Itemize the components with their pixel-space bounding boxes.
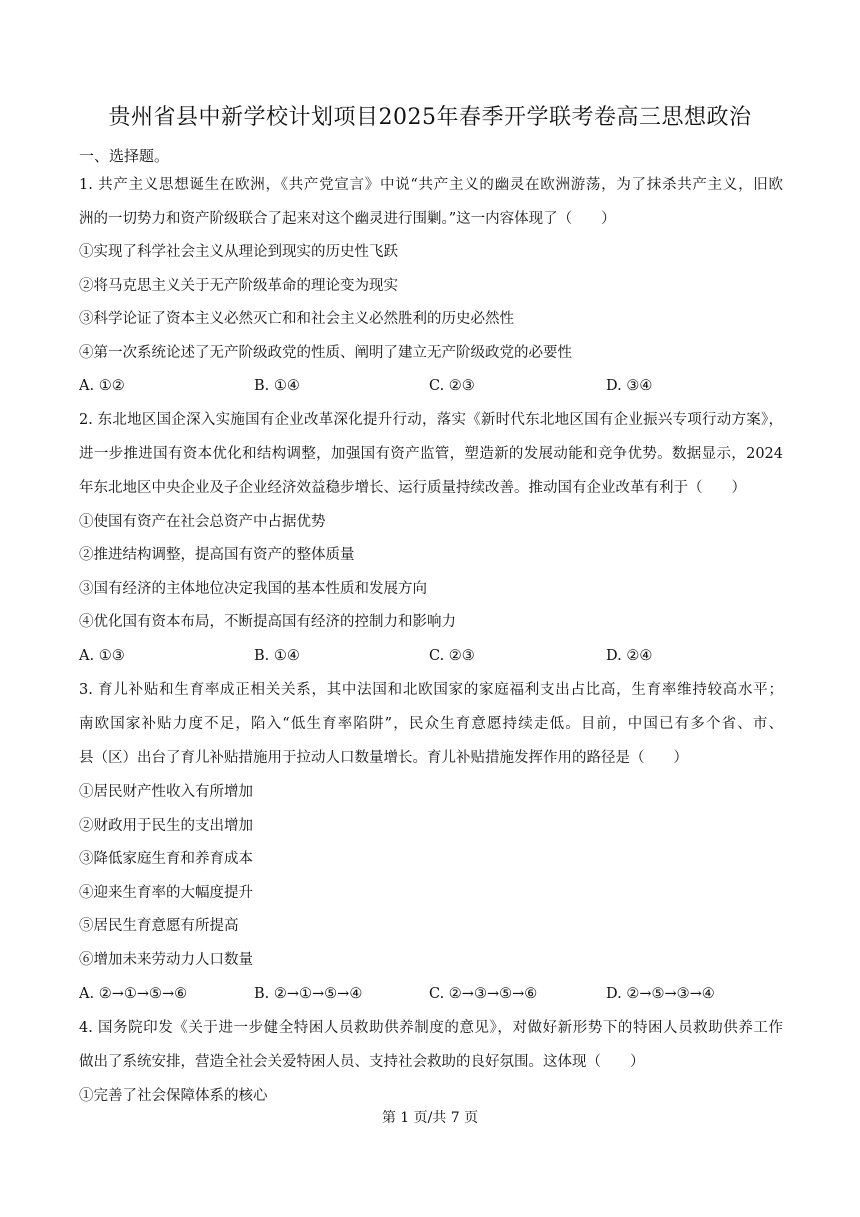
question-2-line-1: 2. 东北地区国企深入实施国有企业改革深化提升行动，落实《新时代东北地区国有企业振兴专项行动方案》， xyxy=(79,412,783,428)
question-2-option-a: A. ①③ xyxy=(79,648,125,664)
question-1-item-1: ①实现了科学社会主义从理论到现实的历史性飞跃 xyxy=(79,244,398,260)
question-2-item-4: ④优化国有资本布局，不断提高国有经济的控制力和影响力 xyxy=(79,614,456,630)
question-3-item-6: ⑥增加未来劳动力人口数量 xyxy=(79,952,253,968)
question-3-option-a: A. ②→①→⑤→⑥ xyxy=(79,986,188,1002)
question-2-line-3: 年东北地区中央企业及子企业经济效益稳步增长、运行质量持续改善。推动国有企业改革有利于（ ） xyxy=(79,480,746,496)
question-4-item-1: ①完善了社会保障体系的核心 xyxy=(79,1088,268,1104)
question-3-item-4: ④迎来生育率的大幅度提升 xyxy=(79,885,253,901)
question-2-option-b: B. ①④ xyxy=(254,648,300,664)
question-1-line-2: 洲的一切势力和资产阶级联合了起来对这个幽灵进行围剿。”这一内容体现了（ ） xyxy=(79,211,616,227)
question-2-option-c: C. ②③ xyxy=(429,648,475,664)
question-3-line-1: 3. 育儿补贴和生育率成正相关关系，其中法国和北欧国家的家庭福利支出占比高，生育率维持较高水平； xyxy=(79,682,783,698)
question-3-option-b: B. ②→①→⑤→④ xyxy=(254,986,363,1002)
question-3-line-3: 县（区）出台了育儿补贴措施用于拉动人口数量增长。育儿补贴措施发挥作用的路径是（ ） xyxy=(79,750,688,766)
question-1-option-d: D. ③④ xyxy=(606,378,653,394)
question-3-line-2: 南欧国家补贴力度不足，陷入“低生育率陷阱”，民众生育意愿持续走低。目前，中国已有多个省、市、 xyxy=(79,716,783,732)
question-1-line-1: 1. 共产主义思想诞生在欧洲，《共产党宣言》中说“共产主义的幽灵在欧洲游荡，为了抹杀共产主义，旧欧 xyxy=(79,177,783,193)
question-4-line-2: 做出了系统安排，营造全社会关爱特困人员、支持社会救助的良好氛围。这体现（ ） xyxy=(79,1054,645,1070)
question-1-option-a: A. ①② xyxy=(79,378,125,394)
question-3-option-c: C. ②→③→⑤→⑥ xyxy=(429,986,538,1002)
question-4-line-1: 4. 国务院印发《关于进一步健全特困人员救助供养制度的意见》，对做好新形势下的特困人员救助供养工作 xyxy=(79,1020,783,1036)
question-2-option-d: D. ②④ xyxy=(606,648,653,664)
question-2-item-3: ③国有经济的主体地位决定我国的基本性质和发展方向 xyxy=(79,581,427,597)
question-1-item-4: ④第一次系统论述了无产阶级政党的性质、阐明了建立无产阶级政党的必要性 xyxy=(79,345,572,361)
question-3-item-1: ①居民财产性收入有所增加 xyxy=(79,784,253,800)
question-3-item-3: ③降低家庭生育和养育成本 xyxy=(79,851,253,867)
question-2-item-1: ①使国有资产在社会总资产中占据优势 xyxy=(79,514,326,530)
section-heading: 一、选择题。 xyxy=(79,147,170,165)
question-1-item-3: ③科学论证了资本主义必然灭亡和和社会主义必然胜利的历史必然性 xyxy=(79,311,514,327)
exam-title: 贵州省县中新学校计划项目2025年春季开学联考卷高三思想政治 xyxy=(108,105,752,130)
question-3-item-2: ②财政用于民生的支出增加 xyxy=(79,818,253,834)
question-3-item-5: ⑤居民生育意愿有所提高 xyxy=(79,918,239,934)
page-footer: 第 1 页/共 7 页 xyxy=(381,1110,479,1126)
question-3-option-d: D. ②→⑤→③→④ xyxy=(606,986,715,1002)
question-1-option-b: B. ①④ xyxy=(254,378,300,394)
question-1-item-2: ②将马克思主义关于无产阶级革命的理论变为现实 xyxy=(79,278,398,294)
question-2-line-2: 进一步推进国有资本优化和结构调整，加强国有资产监管，塑造新的发展动能和竞争优势。数据显示，2024 xyxy=(79,446,783,462)
question-1-option-c: C. ②③ xyxy=(429,378,475,394)
question-2-item-2: ②推进结构调整，提高国有资产的整体质量 xyxy=(79,547,355,563)
